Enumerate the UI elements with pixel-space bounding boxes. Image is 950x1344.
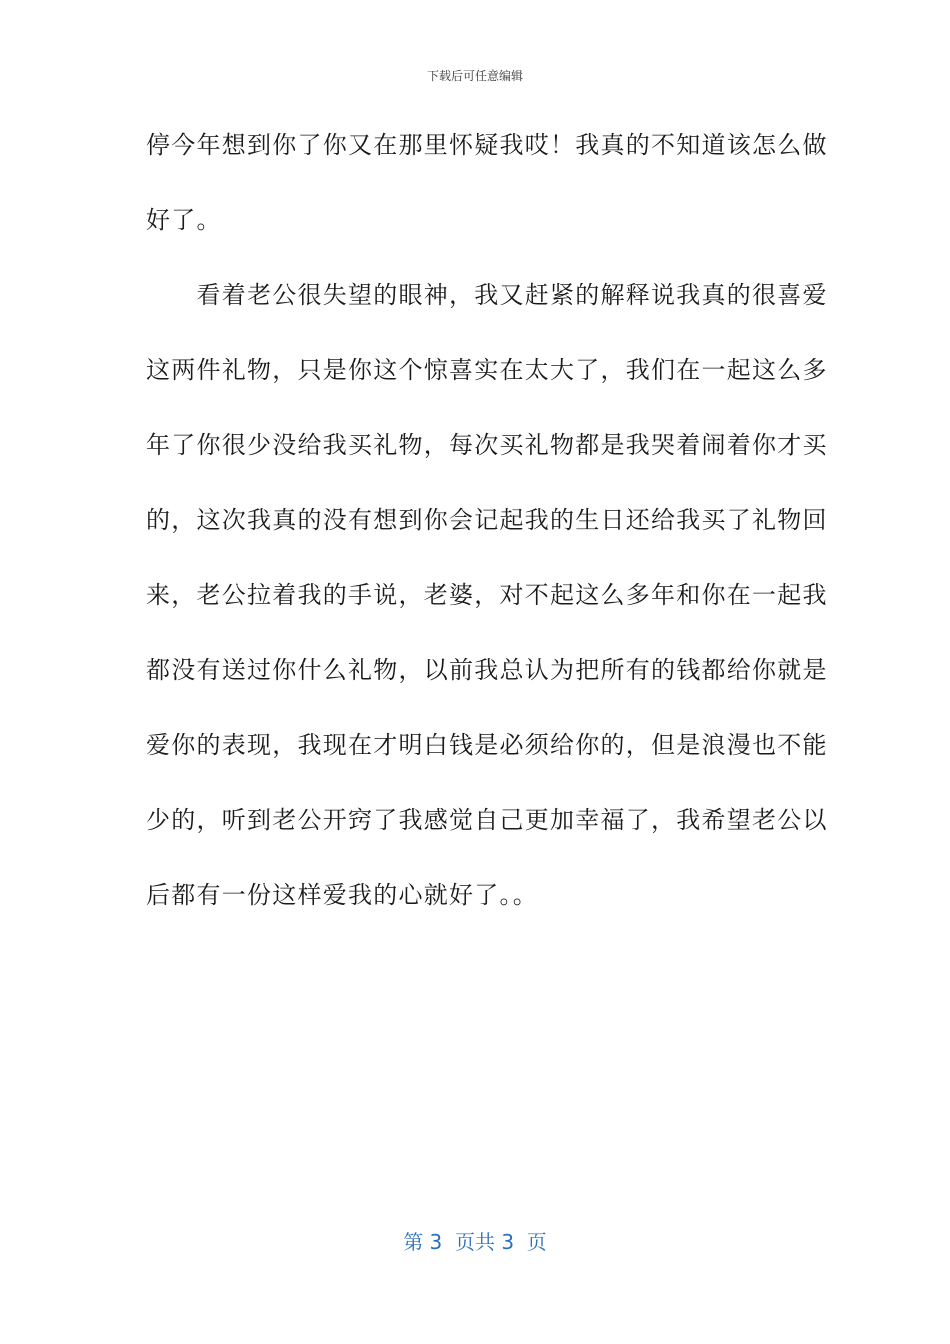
body-line-2: 好了。 (146, 206, 222, 234)
body-line-3: 看着老公很失望的眼神，我又赶紧的解释说我真的很喜爱 (146, 281, 828, 309)
body-line-4: 这两件礼物，只是你这个惊喜实在太大了，我们在一起这么多 (146, 356, 828, 384)
page-header: 下载后可任意编辑 (426, 69, 523, 83)
body-line-9: 爱你的表现，我现在才明白钱是必须给你的，但是浪漫也不能 (146, 731, 828, 759)
body-line-7: 来，老公拉着我的手说，老婆，对不起这么多年和你在一起我 (146, 581, 828, 609)
body-line-1: 停今年想到你了你又在那里怀疑我哎！我真的不知道该怎么做 (146, 131, 828, 159)
body-line-5: 年了你很少没给我买礼物，每次买礼物都是我哭着闹着你才买 (146, 431, 828, 459)
page-footer-page-number: 第 3 页共 3 页 (403, 1230, 547, 1254)
body-line-10: 少的，听到老公开窍了我感觉自己更加幸福了，我希望老公以 (146, 806, 828, 834)
body-line-11: 后都有一份这样爱我的心就好了。。 (146, 881, 538, 909)
body-line-8: 都没有送过你什么礼物，以前我总认为把所有的钱都给你就是 (146, 656, 828, 684)
body-line-6: 的，这次我真的没有想到你会记起我的生日还给我买了礼物回 (146, 506, 828, 534)
